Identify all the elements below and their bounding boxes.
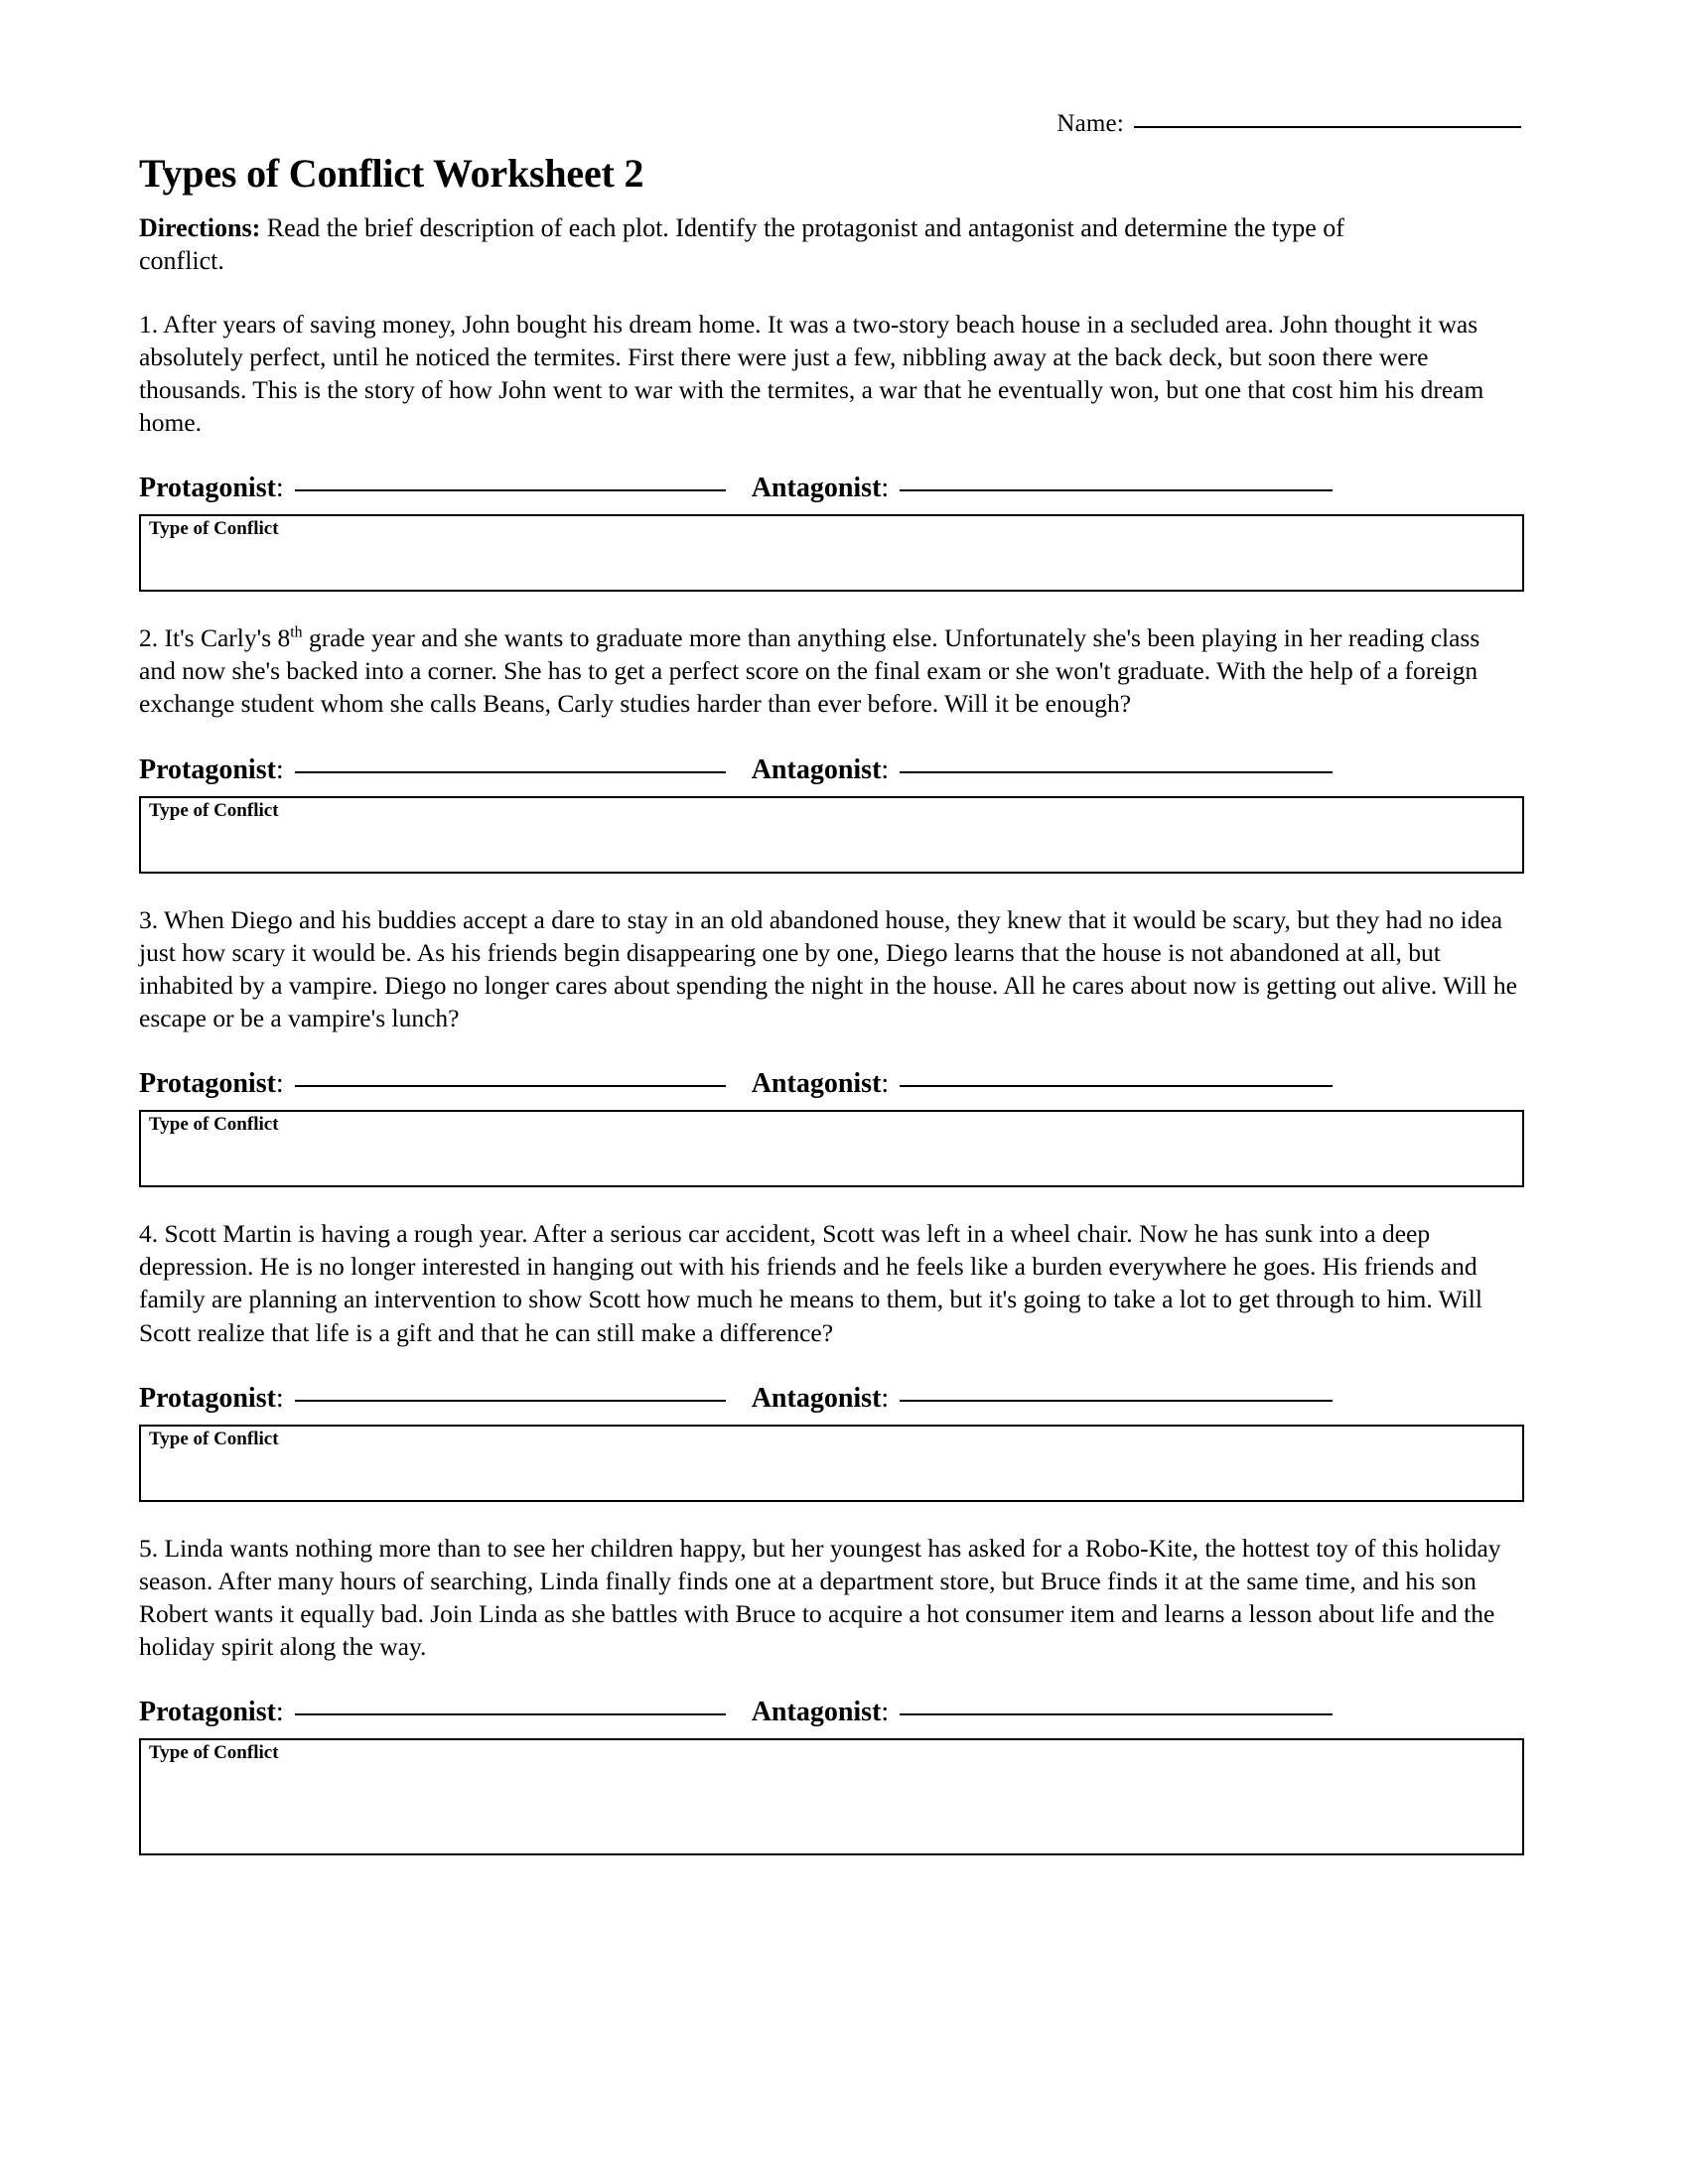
antagonist-label: Antagonist: [751, 1382, 882, 1414]
item-5-antagonist-input-line[interactable]: [900, 1712, 1333, 1715]
name-label: Name:: [1056, 110, 1124, 137]
antagonist-colon: :: [881, 753, 890, 785]
item-5-answer-row: [139, 1697, 1529, 1728]
item-2-text-after-superscript: grade year and she wants to graduate more than anything else. Unfortunately she's been playing in her reading class and now she's backed into a corner. She has to get a perfect score on the final exam or she won't graduate. With the help of a foreign exchange student whom she calls Beans, Carly studies harder than ever before. Will it be enough?: [139, 623, 1480, 719]
protagonist-label: Protagonist: [139, 473, 276, 504]
name-field-row: [139, 0, 1529, 136]
worksheet-item-3: [139, 903, 1529, 1188]
item-4-antagonist-input-line[interactable]: [900, 1399, 1333, 1402]
antagonist-colon: :: [881, 1382, 890, 1414]
type-of-conflict-label: Type of Conflict: [149, 1428, 279, 1449]
type-of-conflict-label: Type of Conflict: [149, 799, 279, 821]
item-5-prompt: 5. Linda wants nothing more than to see her children happy, but her youngest has asked for a Robo-Kite, the hottest toy of this holiday season. After many hours of searching, Linda finally finds one at a department store, but Bruce finds it at the same time, and his son Robert wants it equally bad. Join Linda as she battles with Bruce to acquire a hot consumer item and learns a lesson about life and the holiday spirit along the way.: [139, 1533, 1501, 1662]
worksheet-item-2: [139, 621, 1529, 873]
item-2-conflict-box[interactable]: [139, 796, 1524, 874]
antagonist-label: Antagonist: [751, 1697, 882, 1728]
directions-text: Read the brief description of each plot. Identify the protagonist and antagonist and determine the type of conflict.: [139, 213, 1344, 276]
worksheet-item-4: [139, 1217, 1529, 1502]
item-4-conflict-box[interactable]: [139, 1425, 1524, 1502]
protagonist-colon: :: [275, 1382, 284, 1414]
item-1-conflict-box[interactable]: [139, 514, 1524, 592]
type-of-conflict-label: Type of Conflict: [149, 1114, 279, 1136]
antagonist-label: Antagonist: [751, 753, 882, 785]
antagonist-colon: :: [881, 1068, 890, 1100]
antagonist-colon: :: [881, 1697, 890, 1728]
item-5-protagonist-input-line[interactable]: [295, 1712, 726, 1715]
item-4-prompt: 4. Scott Martin is having a rough year. After a serious car accident, Scott was left in a wheel chair. Now he has sunk into a deep depression. He is no longer interested in hanging out with his friends and he feels like a burden everywhere he goes. His friends and family are planning an intervention to show Scott how much he means to them, but it's going to take a lot to get through to him. Will Scott realize that life is a gift and that he can still make a difference?: [139, 1219, 1482, 1347]
worksheet-item-1: [139, 308, 1529, 593]
item-2-ordinal-superscript: th: [290, 623, 303, 641]
name-input-line[interactable]: [1134, 125, 1521, 128]
type-of-conflict-label: Type of Conflict: [149, 518, 279, 540]
item-3-antagonist-input-line[interactable]: [900, 1084, 1333, 1087]
item-3-prompt: 3. When Diego and his buddies accept a dare to stay in an old abandoned house, they knew that it would be scary, but they had no idea just how scary it would be. As his friends begin disappearing one by one, Diego learns that the house is not abandoned at all, but inhabited by a vampire. Diego no longer cares about spending the night in the house. All he cares about now is getting out alive. Will he escape or be a vampire's lunch?: [139, 904, 1517, 1032]
item-1-protagonist-input-line[interactable]: [295, 488, 726, 491]
protagonist-colon: :: [275, 473, 284, 504]
protagonist-colon: :: [275, 1068, 284, 1100]
type-of-conflict-label: Type of Conflict: [149, 1742, 279, 1764]
worksheet-content: [139, 0, 1529, 1855]
protagonist-label: Protagonist: [139, 753, 276, 785]
protagonist-colon: :: [275, 753, 284, 785]
item-5-conflict-box[interactable]: [139, 1738, 1524, 1855]
page-title: Types of Conflict Worksheet 2: [139, 151, 644, 196]
item-2-text-before-superscript: 2. It's Carly's 8: [139, 623, 291, 653]
item-4-protagonist-input-line[interactable]: [295, 1399, 726, 1402]
item-1-antagonist-input-line[interactable]: [900, 488, 1333, 491]
item-2-answer-row: [139, 754, 1529, 786]
directions-paragraph: [139, 211, 1405, 278]
item-3-protagonist-input-line[interactable]: [295, 1084, 726, 1087]
item-2-antagonist-input-line[interactable]: [900, 770, 1333, 773]
antagonist-label: Antagonist: [751, 1068, 882, 1100]
antagonist-label: Antagonist: [751, 473, 882, 504]
protagonist-label: Protagonist: [139, 1382, 276, 1414]
directions-label: Directions:: [139, 213, 261, 242]
item-2-protagonist-input-line[interactable]: [295, 770, 726, 773]
item-2-prompt: [139, 621, 1519, 720]
protagonist-colon: :: [275, 1697, 284, 1728]
item-3-conflict-box[interactable]: [139, 1110, 1524, 1187]
protagonist-label: Protagonist: [139, 1697, 276, 1728]
item-3-answer-row: [139, 1068, 1529, 1100]
item-1-answer-row: [139, 473, 1529, 504]
worksheet-item-5: [139, 1532, 1529, 1856]
protagonist-label: Protagonist: [139, 1068, 276, 1100]
item-1-prompt: 1. After years of saving money, John bought his dream home. It was a two-story beach house in a secluded area. John thought it was absolutely perfect, until he noticed the termites. First there were just a few, nibbling away at the back deck, but soon there were thousands. This is the story of how John went to war with the termites, a war that he eventually won, but one that cost him his dream home.: [139, 309, 1484, 437]
item-4-answer-row: [139, 1383, 1529, 1415]
antagonist-colon: :: [881, 473, 890, 504]
